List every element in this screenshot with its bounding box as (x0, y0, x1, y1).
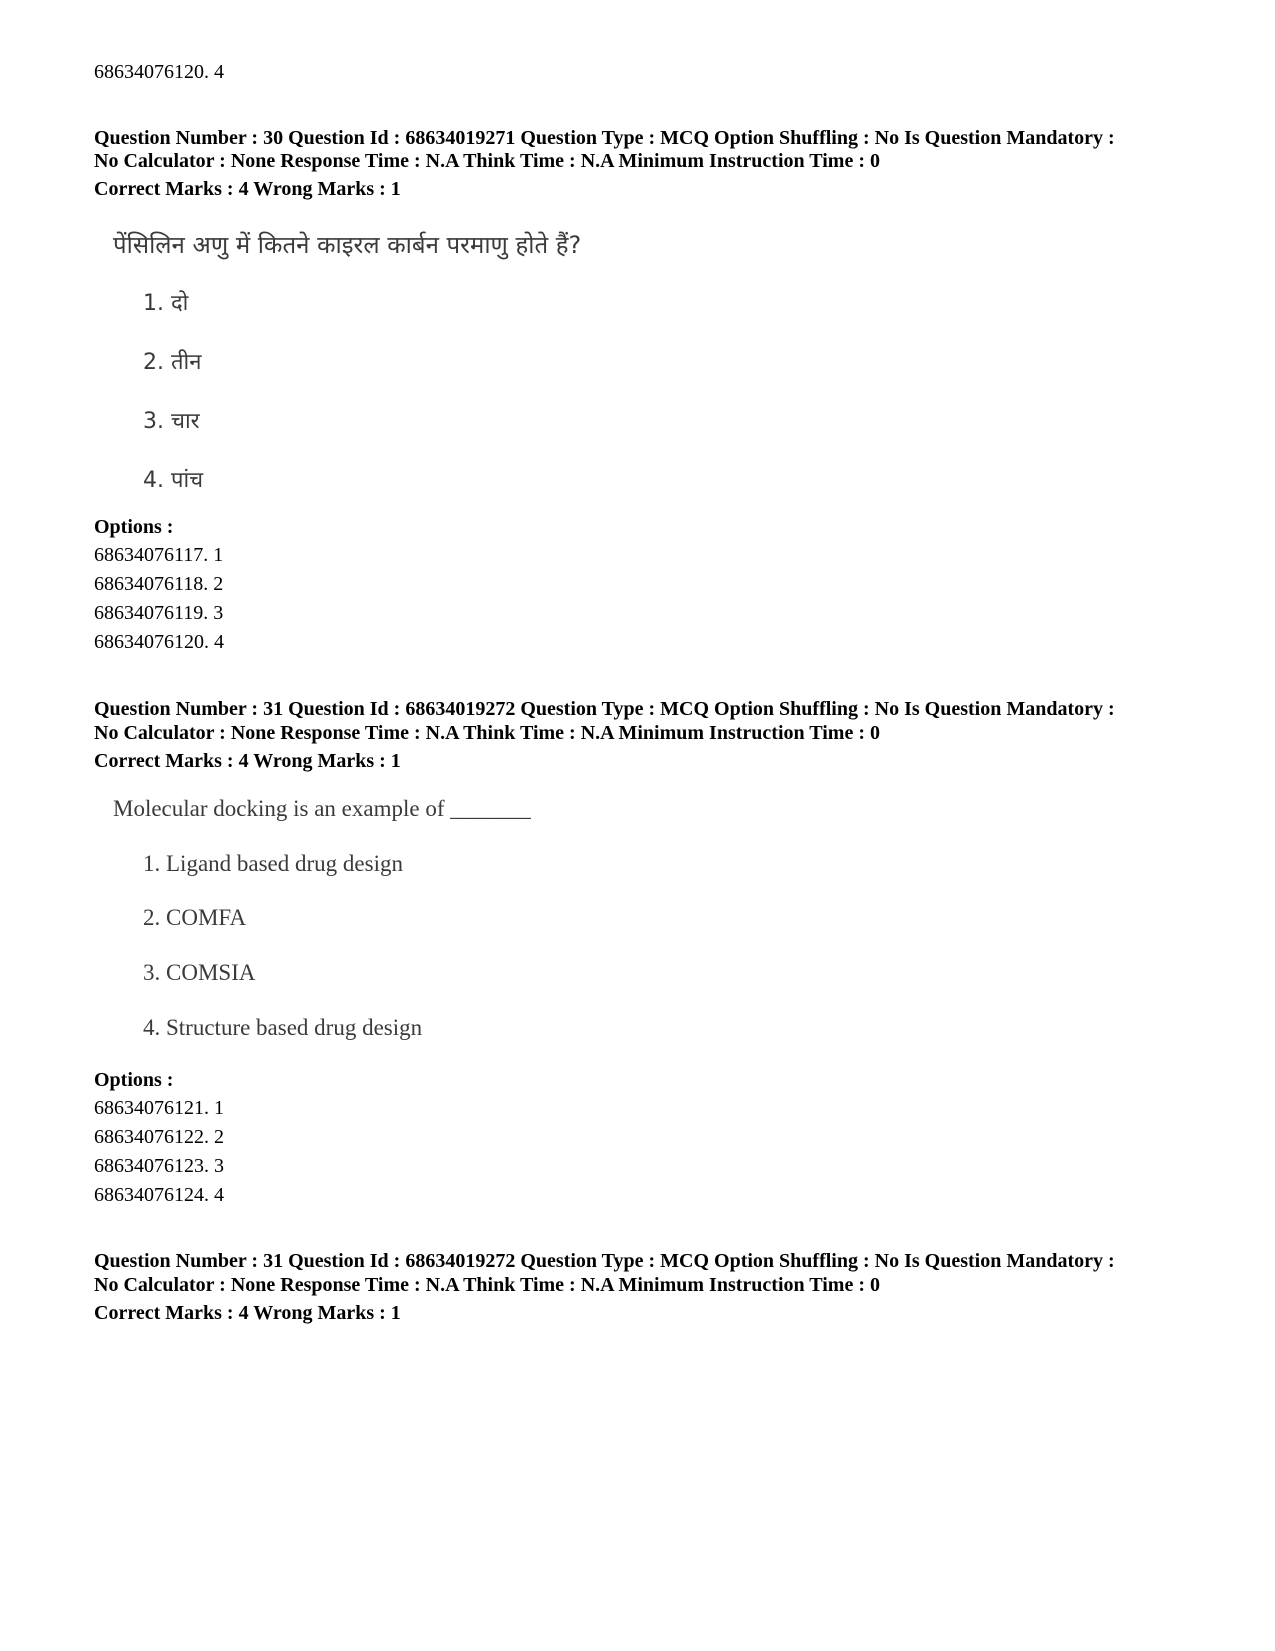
question-header-line-1: Question Number : 31 Question Id : 68634019272 Question Type : MCQ Option Shuffling : No Is Question Mandatory : (94, 1250, 1115, 1272)
question-choice: 1. Ligand based drug design (143, 851, 403, 876)
question-choice: 3. COMSIA (143, 960, 256, 985)
option-line: 68634076122. 2 (94, 1126, 224, 1148)
options-label: Options : (94, 516, 174, 538)
question-choice: 2. COMFA (143, 905, 247, 930)
option-line: 68634076123. 3 (94, 1155, 224, 1177)
question-choice: 1. दो (143, 291, 189, 316)
question-choice: 4. पांच (143, 468, 204, 493)
option-line: 68634076120. 4 (94, 61, 224, 83)
question-header-line-1: Question Number : 31 Question Id : 68634019272 Question Type : MCQ Option Shuffling : No Is Question Mandatory : (94, 698, 1115, 720)
option-line: 68634076121. 1 (94, 1097, 224, 1119)
option-line: 68634076118. 2 (94, 573, 224, 595)
question-marks: Correct Marks : 4 Wrong Marks : 1 (94, 178, 401, 200)
question-header-line-1: Question Number : 30 Question Id : 68634019271 Question Type : MCQ Option Shuffling : No Is Question Mandatory : (94, 127, 1115, 149)
option-line: 68634076117. 1 (94, 544, 224, 566)
question-header-line-2: No Calculator : None Response Time : N.A Think Time : N.A Minimum Instruction Time : 0 (94, 1274, 880, 1296)
question-stem: Molecular docking is an example of _______ (113, 796, 531, 821)
question-choice: 4. Structure based drug design (143, 1015, 423, 1040)
question-stem: पेंसिलिन अणु में कितने काइरल कार्बन परमाणु होते हैं? (113, 231, 582, 259)
question-choice: 3. चार (143, 409, 200, 434)
options-label: Options : (94, 1069, 174, 1091)
question-choice: 2. तीन (143, 350, 202, 375)
option-line: 68634076124. 4 (94, 1184, 224, 1206)
option-line: 68634076119. 3 (94, 602, 224, 624)
question-header-line-2: No Calculator : None Response Time : N.A Think Time : N.A Minimum Instruction Time : 0 (94, 150, 880, 172)
question-header-line-2: No Calculator : None Response Time : N.A Think Time : N.A Minimum Instruction Time : 0 (94, 722, 880, 744)
option-line: 68634076120. 4 (94, 631, 224, 653)
question-marks: Correct Marks : 4 Wrong Marks : 1 (94, 1302, 401, 1324)
question-marks: Correct Marks : 4 Wrong Marks : 1 (94, 750, 401, 772)
